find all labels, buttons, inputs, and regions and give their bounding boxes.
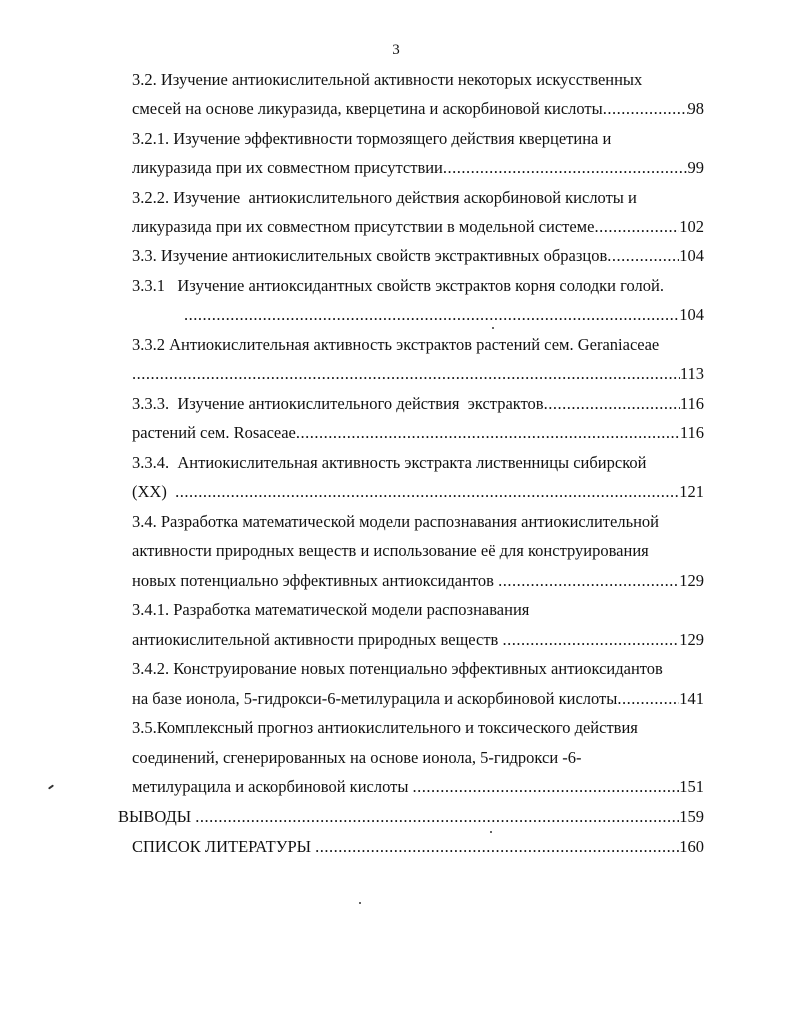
toc-line — [132, 68, 642, 92]
toc-line — [132, 657, 663, 681]
dot-leader — [617, 687, 679, 711]
toc-page: 121 — [679, 482, 704, 501]
dot-leader — [195, 805, 679, 829]
page-number: 3 — [392, 42, 400, 58]
toc-entry — [118, 805, 704, 829]
toc-entry — [132, 156, 704, 180]
toc-entry — [132, 421, 704, 445]
toc-text: ВЫВОДЫ — [118, 807, 196, 826]
toc-page: 159 — [679, 807, 704, 826]
toc-text: 3.2.1. Изучение эффективности тормозящего действия кверцетина и — [132, 129, 612, 148]
dot-leader — [184, 303, 679, 327]
toc-page: 99 — [687, 158, 704, 177]
toc-text: 3.3.4. Антиокислительная активность экстракта лиственницы сибирской — [132, 453, 647, 472]
toc-entry — [132, 215, 704, 239]
toc-line — [132, 333, 659, 357]
toc-page: 104 — [679, 305, 704, 324]
toc-text: ликуразида при их совместном присутствии в модельной системе — [132, 217, 595, 236]
toc-page: 151 — [679, 777, 704, 796]
toc-line — [132, 746, 582, 770]
toc-line — [132, 539, 649, 563]
toc-text: 3.2.2. Изучение антиокислительного действия аскорбиновой кислоты и — [132, 188, 637, 207]
toc-line — [132, 451, 646, 475]
toc-entry — [132, 775, 704, 799]
toc-entry — [132, 97, 704, 121]
toc-text: СПИСОК ЛИТЕРАТУРЫ — [132, 837, 316, 856]
toc-line — [132, 598, 529, 622]
dot-leader — [607, 244, 679, 268]
toc-entry — [132, 569, 704, 593]
toc-page: 104 — [679, 246, 704, 265]
dot-leader — [132, 362, 680, 386]
toc-line — [132, 510, 659, 534]
toc-text: 3.4.2. Конструирование новых потенциально эффективных антиоксидантов — [132, 659, 663, 678]
toc-entry — [132, 480, 704, 504]
toc-text: 3.3.3. Изучение антиокислительного действия экстрактов — [132, 394, 544, 413]
toc-entry — [132, 244, 704, 268]
dot-leader — [443, 156, 688, 180]
toc-page: 116 — [679, 394, 704, 413]
toc-page: 129 — [679, 630, 704, 649]
toc-text: метилурацила и аскорбиновой кислоты — [132, 777, 413, 796]
toc-text: (XX) — [132, 482, 176, 501]
toc-entry — [132, 628, 704, 652]
toc-line — [132, 274, 664, 298]
toc-text: 3.4. Разработка математической модели распознавания антиокислительной — [132, 512, 660, 531]
dot-leader — [603, 97, 688, 121]
toc-line — [132, 716, 638, 740]
toc-text: соединений, сгенерированных на основе ионола, 5-гидрокси -6- — [132, 748, 582, 767]
scan-speck — [490, 831, 492, 833]
toc-page: 160 — [679, 837, 704, 856]
toc-text: активности природных веществ и использование её для конструирования — [132, 541, 649, 560]
toc-text: 3.3.2 Антиокислительная активность экстрактов растений сем. Geraniaceae — [132, 335, 660, 354]
toc-text: 3.3.1 Изучение антиоксидантных свойств экстрактов корня солодки голой. — [132, 276, 664, 295]
toc-text: новых потенциально эффективных антиоксидантов — [132, 571, 499, 590]
toc-line — [132, 186, 637, 210]
toc-text: 3.5.Комплексный прогноз антиокислительного и токсического действия — [132, 718, 638, 737]
toc-text: 3.4.1. Разработка математической модели распознавания — [132, 600, 530, 619]
dot-leader — [544, 392, 680, 416]
toc-page: 129 — [679, 571, 704, 590]
dot-leader — [315, 835, 679, 859]
toc-entry — [132, 362, 704, 386]
toc-text: ликуразида при их совместном присутствии — [132, 158, 443, 177]
scan-speck — [48, 784, 54, 789]
toc-line — [132, 127, 611, 151]
dot-leader — [175, 480, 679, 504]
toc-page: 141 — [679, 689, 704, 708]
dot-leader — [413, 775, 680, 799]
toc-text: 3.3. Изучение антиокислительных свойств экстрактивных образцов — [132, 246, 608, 265]
dot-leader — [594, 215, 679, 239]
toc-text: смесей на основе ликуразида, кверцетина и аскорбиновой кислоты — [132, 99, 603, 118]
dot-leader — [502, 628, 679, 652]
toc-text: 3.2. Изучение антиокислительной активности некоторых искусственных — [132, 70, 643, 89]
toc-entry — [132, 687, 704, 711]
toc-text: антиокислительной активности природных веществ — [132, 630, 503, 649]
toc-entry — [132, 835, 704, 859]
toc-page: 98 — [687, 99, 704, 118]
scan-speck — [359, 902, 361, 904]
dot-leader — [296, 421, 680, 445]
toc-text: на базе ионола, 5-гидрокси-6-метилурацила и аскорбиновой кислоты — [132, 689, 618, 708]
scan-speck — [492, 327, 494, 329]
toc-entry — [132, 392, 704, 416]
toc-page: 113 — [679, 364, 704, 383]
toc-entry — [184, 303, 704, 327]
toc-text: растений сем. Rosaceae — [132, 423, 296, 442]
dot-leader — [498, 569, 679, 593]
toc-page: 102 — [679, 217, 704, 236]
toc-page: 116 — [679, 423, 704, 442]
